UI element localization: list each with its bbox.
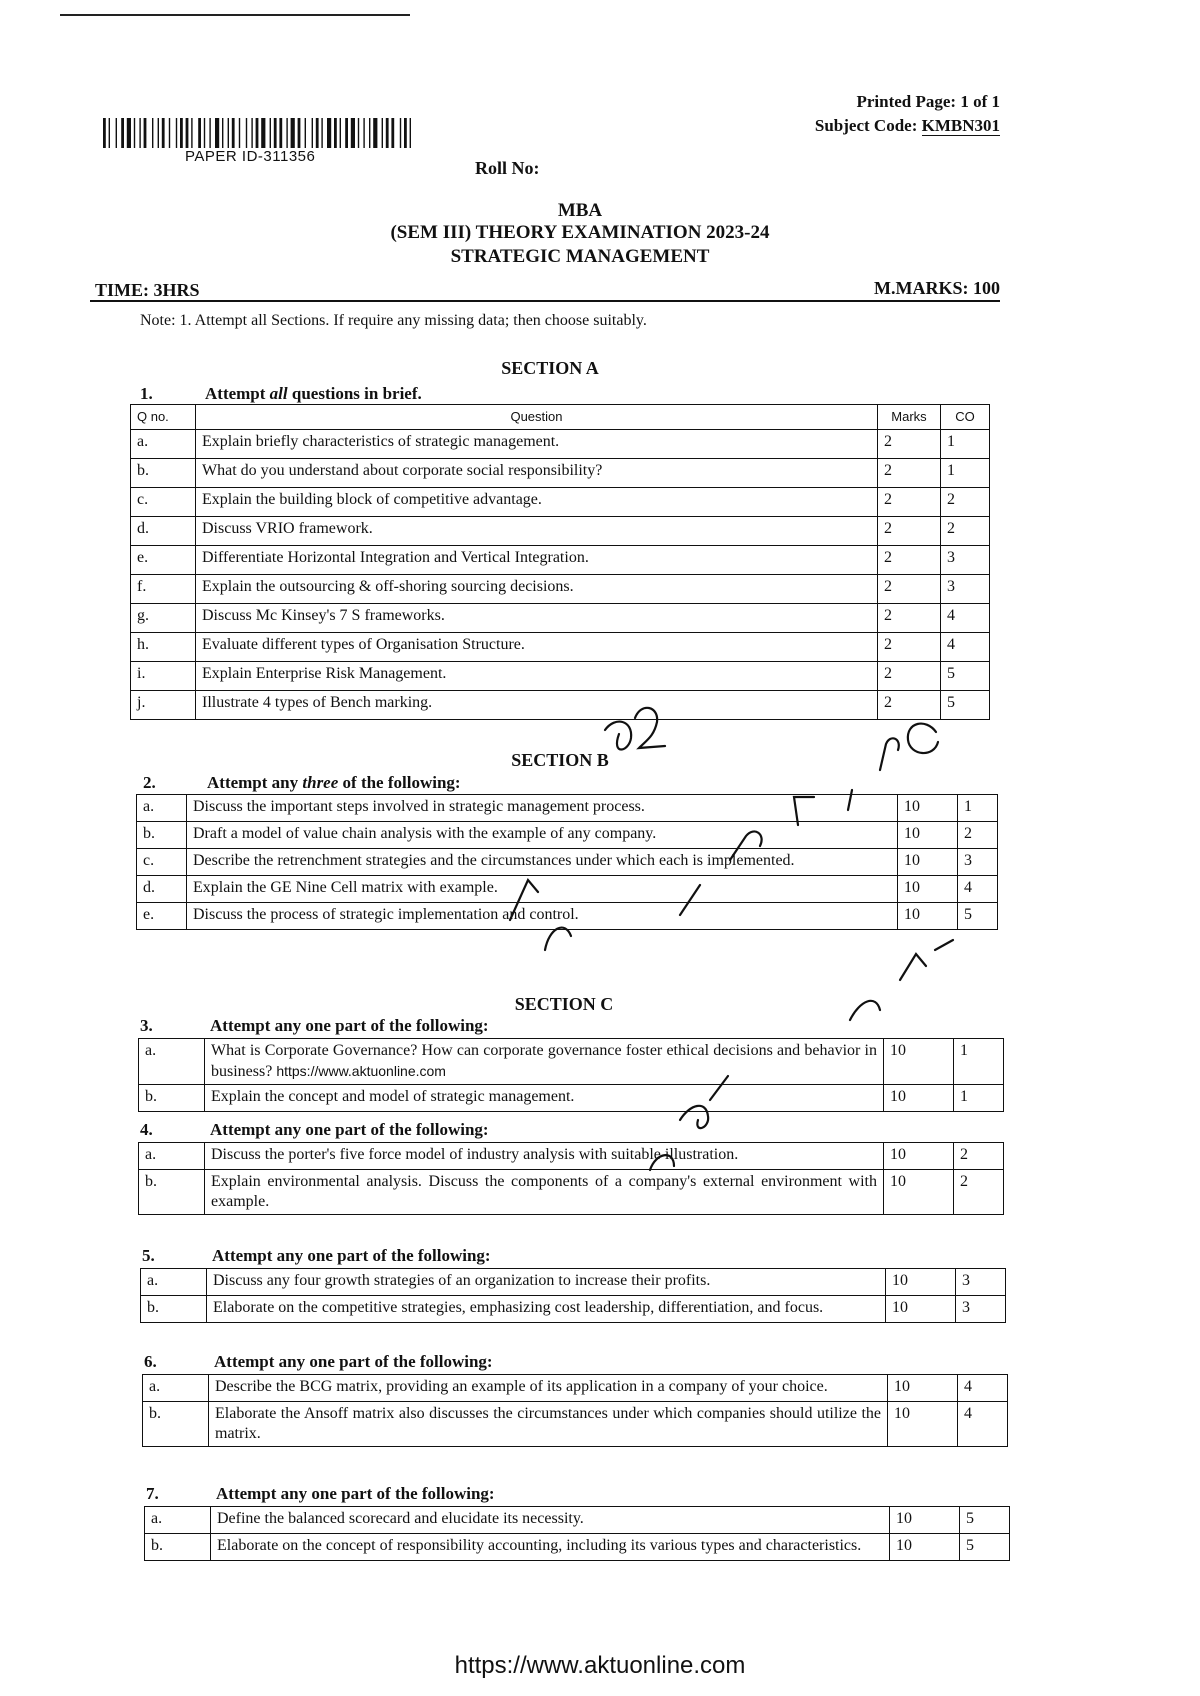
question-text-cell: [205, 1143, 884, 1170]
question-number: b.: [143, 1402, 209, 1447]
section-c-question-number: 4.: [140, 1120, 153, 1139]
question-co: 4: [941, 633, 990, 662]
question-co: 1: [958, 795, 998, 822]
question-text: Evaluate different types of Organisation Structure.: [196, 633, 878, 662]
question-co: 4: [941, 604, 990, 633]
question-text-cell: [209, 1375, 888, 1402]
barcode-bar: [382, 118, 383, 148]
question-number: b.: [141, 1296, 207, 1323]
question-marks: 2: [878, 662, 941, 691]
question-marks: 10: [898, 822, 958, 849]
barcode-bar: [186, 118, 189, 148]
table-row: [139, 1170, 1004, 1215]
section-a-number: 1.: [140, 384, 153, 403]
question-number: d.: [131, 517, 196, 546]
barcode-bar: [109, 118, 110, 148]
printed-page: Printed Page: 1 of 1: [856, 92, 1000, 111]
question-number: j.: [131, 691, 196, 720]
question-number: a.: [141, 1269, 207, 1296]
section-c-question-number: 5.: [142, 1246, 155, 1265]
question-text: Describe the retrenchment strategies and the circumstances under which each is implemented.: [187, 849, 898, 876]
question-marks: 2: [878, 488, 941, 517]
question-number: b.: [145, 1534, 211, 1561]
section-c-question-number: 3.: [140, 1016, 153, 1035]
barcode-bar: [358, 118, 359, 148]
question-co: 2: [958, 822, 998, 849]
question-marks: 2: [878, 459, 941, 488]
barcode-bar: [127, 118, 131, 148]
col-co: CO: [941, 405, 990, 430]
question-text: Discuss VRIO framework.: [196, 517, 878, 546]
question-marks: 2: [878, 604, 941, 633]
barcode-bar: [222, 118, 223, 148]
question-text: Discuss any four growth strategies of an organization to increase their profits.: [213, 1272, 711, 1289]
question-text: Elaborate on the concept of responsibility accounting, including its various types and characteristics.: [217, 1537, 862, 1554]
question-text: Draft a model of value chain analysis with the example of any company.: [187, 822, 898, 849]
barcode-bar: [176, 118, 177, 148]
section-b-table: [136, 794, 998, 930]
col-qno: Q no.: [131, 405, 196, 430]
table-row: [145, 1507, 1010, 1534]
question-text-cell: [205, 1170, 884, 1215]
question-marks: 2: [878, 430, 941, 459]
question-co: 5: [958, 903, 998, 930]
barcode-bar: [345, 118, 348, 148]
barcode-bar: [239, 118, 240, 148]
exam-title: (SEM III) THEORY EXAMINATION 2023-24: [390, 222, 770, 243]
table-row: [131, 459, 990, 488]
table-row: [145, 1534, 1010, 1561]
question-marks: 2: [878, 633, 941, 662]
question-co: 2: [954, 1170, 1004, 1215]
barcode-bar: [215, 118, 219, 148]
barcode-bar: [152, 118, 153, 148]
question-number: a.: [139, 1143, 205, 1170]
barcode-bar: [312, 118, 313, 148]
question-co: 3: [958, 849, 998, 876]
question-marks: 2: [878, 575, 941, 604]
table-row: [137, 903, 998, 930]
section-c-table: [138, 1038, 1004, 1112]
question-text-cell: [209, 1402, 888, 1447]
section-a-heading: SECTION A: [501, 358, 599, 378]
question-number: a.: [137, 795, 187, 822]
section-c-table: [142, 1374, 1008, 1447]
table-row: [131, 604, 990, 633]
table-row: [131, 662, 990, 691]
question-number: b.: [139, 1170, 205, 1215]
question-text: Explain the concept and model of strategic management.: [211, 1088, 575, 1105]
barcode-bar: [191, 118, 192, 148]
question-marks: 10: [886, 1296, 956, 1323]
col-marks: Marks: [878, 405, 941, 430]
question-marks: 10: [888, 1375, 958, 1402]
question-marks: 10: [888, 1402, 958, 1447]
question-number: b.: [131, 459, 196, 488]
barcode-bar: [198, 118, 201, 148]
question-co: 5: [941, 662, 990, 691]
section-c-instruction: Attempt any one part of the following:: [216, 1484, 495, 1503]
section-c-question-number: 6.: [144, 1352, 157, 1371]
barcode-bar: [321, 118, 322, 148]
barcode-bar: [256, 118, 259, 148]
question-number: a.: [143, 1375, 209, 1402]
question-number: d.: [137, 876, 187, 903]
question-co: 2: [954, 1143, 1004, 1170]
question-text: Discuss the process of strategic implementation and control.: [187, 903, 898, 930]
barcode-bar: [103, 118, 106, 148]
question-marks: 2: [878, 546, 941, 575]
question-number: f.: [131, 575, 196, 604]
question-co: 4: [958, 1375, 1008, 1402]
question-co: 1: [941, 459, 990, 488]
barcode-bar: [204, 118, 205, 148]
barcode-bar: [121, 118, 124, 148]
table-row: [131, 517, 990, 546]
barcode-bar: [351, 118, 355, 148]
question-marks: 10: [898, 903, 958, 930]
question-marks: 10: [884, 1039, 954, 1085]
question-marks: 10: [898, 849, 958, 876]
table-row: [143, 1375, 1008, 1402]
question-co: 2: [941, 488, 990, 517]
table-row: [139, 1085, 1004, 1112]
barcode-bar: [158, 118, 159, 148]
barcode-bar: [410, 118, 411, 148]
barcode-bar: [270, 118, 271, 148]
barcode-bar: [274, 118, 277, 148]
barcode-bar: [400, 118, 401, 148]
question-text-cell: [211, 1534, 890, 1561]
question-co: 1: [941, 430, 990, 459]
section-c-instruction: Attempt any one part of the following:: [214, 1352, 493, 1371]
question-text: Explain briefly characteristics of strategic management.: [196, 430, 878, 459]
question-text: Elaborate the Ansoff matrix also discusses the circumstances under which companies should utilize the matrix.: [215, 1405, 881, 1442]
barcode-bar: [386, 118, 389, 148]
barcode-bar: [134, 118, 135, 148]
barcode-bar: [286, 118, 287, 148]
section-b-instruction: Attempt any three of the following:: [207, 773, 461, 792]
question-text: What is Corporate Governance? How can corporate governance foster ethical decisions and behavior in business?: [211, 1042, 877, 1080]
barcode-bar: [246, 118, 247, 148]
section-c-instruction: Attempt any one part of the following:: [212, 1246, 491, 1265]
barcode-bar: [261, 118, 265, 148]
instructions-note: Note: 1. Attempt all Sections. If require any missing data; then choose suitably.: [140, 312, 647, 329]
table-row: [139, 1143, 1004, 1170]
top-rule: [60, 14, 410, 16]
question-co: 4: [958, 876, 998, 903]
question-marks: 10: [890, 1534, 960, 1561]
section-c-table: [144, 1506, 1010, 1561]
barcode-bar: [404, 118, 407, 148]
question-text-cell: [207, 1269, 886, 1296]
table-row: [137, 822, 998, 849]
table-row: [137, 795, 998, 822]
question-co: 1: [954, 1039, 1004, 1085]
question-number: i.: [131, 662, 196, 691]
barcode-bar: [327, 118, 331, 148]
barcode-bar: [363, 118, 364, 148]
question-marks: 2: [878, 691, 941, 720]
section-c-table: [138, 1142, 1004, 1215]
question-co: 2: [941, 517, 990, 546]
barcode-bar: [316, 118, 319, 148]
barcode-bar: [209, 118, 210, 148]
time-allowed: TIME: 3HRS: [95, 280, 200, 300]
question-number: a.: [139, 1039, 205, 1085]
barcode-bar: [291, 118, 295, 148]
question-co: 5: [960, 1507, 1010, 1534]
barcode-bar: [169, 118, 170, 148]
question-text: Elaborate on the competitive strategies, emphasizing cost leadership, differentiation, and focus.: [213, 1299, 824, 1316]
question-text: Explain environmental analysis. Discuss the components of a company's external environment with example.: [211, 1173, 877, 1210]
section-a-instruction: Attempt all questions in brief.: [205, 384, 422, 403]
question-text: Illustrate 4 types of Bench marking.: [196, 691, 878, 720]
question-number: e.: [131, 546, 196, 575]
barcode-bar: [116, 118, 117, 148]
table-row: [131, 430, 990, 459]
question-text-cell: [205, 1085, 884, 1112]
question-text: Explain the outsourcing & off-shoring sourcing decisions.: [196, 575, 878, 604]
question-marks: 10: [898, 876, 958, 903]
barcode-bar: [391, 118, 394, 148]
table-row: [143, 1402, 1008, 1447]
barcode-bar: [369, 118, 370, 148]
question-number: a.: [131, 430, 196, 459]
col-question: Question: [196, 405, 878, 430]
question-text: Differentiate Horizontal Integration and Vertical Integration.: [196, 546, 878, 575]
section-b-number: 2.: [143, 773, 156, 792]
max-marks: M.MARKS: 100: [874, 278, 1000, 298]
question-text-cell: [205, 1039, 884, 1085]
section-c-heading: SECTION C: [514, 994, 614, 1014]
paper-id: PAPER ID-311356: [185, 148, 316, 165]
barcode: [103, 118, 418, 148]
section-c-instruction: Attempt any one part of the following:: [210, 1120, 489, 1139]
question-text-cell: [207, 1296, 886, 1323]
question-number: e.: [137, 903, 187, 930]
table-header-row: [131, 405, 990, 430]
question-marks: 10: [884, 1143, 954, 1170]
barcode-bar: [279, 118, 282, 148]
table-row: [131, 546, 990, 575]
subject-title: STRATEGIC MANAGEMENT: [450, 246, 710, 267]
subject-code: [700, 116, 1000, 136]
table-row: [131, 691, 990, 720]
table-row: [131, 575, 990, 604]
table-row: [141, 1296, 1006, 1323]
barcode-bar: [139, 118, 140, 148]
barcode-bar: [228, 118, 229, 148]
question-text: Discuss the important steps involved in strategic management process.: [187, 795, 898, 822]
question-marks: 2: [878, 517, 941, 546]
question-co: 3: [941, 546, 990, 575]
section-c-table: [140, 1268, 1006, 1323]
table-row: [131, 633, 990, 662]
question-number: g.: [131, 604, 196, 633]
question-text: Explain the GE Nine Cell matrix with example.: [187, 876, 898, 903]
roll-no: Roll No:: [475, 158, 540, 178]
barcode-bar: [334, 118, 337, 148]
question-number: a.: [145, 1507, 211, 1534]
question-co: 3: [941, 575, 990, 604]
barcode-bar: [373, 118, 377, 148]
program-title: MBA: [557, 200, 603, 221]
barcode-bar: [144, 118, 147, 148]
question-co: 3: [956, 1269, 1006, 1296]
barcode-bar: [305, 118, 306, 148]
barcode-bar: [180, 118, 183, 148]
barcode-bar: [251, 118, 252, 148]
question-number: b.: [137, 822, 187, 849]
question-number: b.: [139, 1085, 205, 1112]
question-co: 5: [960, 1534, 1010, 1561]
table-row: [137, 849, 998, 876]
watermark-url[interactable]: https://www.aktuonline.com: [276, 1063, 446, 1079]
section-c-instruction: Attempt any one part of the following:: [210, 1016, 489, 1035]
question-number: c.: [131, 488, 196, 517]
question-text: What do you understand about corporate social responsibility?: [196, 459, 878, 488]
subject-code-value: KMBN301: [921, 116, 1000, 135]
section-c-question-number: 7.: [146, 1484, 159, 1503]
barcode-bar: [162, 118, 165, 148]
question-text: Discuss Mc Kinsey's 7 S frameworks.: [196, 604, 878, 633]
footer-url[interactable]: https://www.aktuonline.com: [454, 1652, 746, 1679]
question-marks: 10: [884, 1085, 954, 1112]
barcode-bar: [340, 118, 341, 148]
barcode-bar: [232, 118, 235, 148]
question-co: 5: [941, 691, 990, 720]
question-co: 3: [956, 1296, 1006, 1323]
question-number: c.: [137, 849, 187, 876]
question-number: h.: [131, 633, 196, 662]
barcode-bar: [298, 118, 301, 148]
section-b-heading: SECTION B: [511, 750, 609, 770]
question-text: Discuss the porter's five force model of industry analysis with suitable illustration.: [211, 1146, 739, 1163]
question-marks: 10: [884, 1170, 954, 1215]
question-marks: 10: [898, 795, 958, 822]
question-marks: 10: [890, 1507, 960, 1534]
question-text: Describe the BCG matrix, providing an example of its application in a company of your choice.: [215, 1378, 828, 1395]
question-marks: 10: [886, 1269, 956, 1296]
table-row: [139, 1039, 1004, 1085]
question-text: Explain the building block of competitive advantage.: [196, 488, 878, 517]
subject-code-label: Subject Code:: [814, 116, 922, 135]
table-row: [141, 1269, 1006, 1296]
section-a-table: [130, 404, 990, 720]
question-text: Explain Enterprise Risk Management.: [196, 662, 878, 691]
question-co: 4: [958, 1402, 1008, 1447]
table-row: [137, 876, 998, 903]
table-row: [131, 488, 990, 517]
question-text-cell: [211, 1507, 890, 1534]
question-co: 1: [954, 1085, 1004, 1112]
question-text: Define the balanced scorecard and elucidate its necessity.: [217, 1510, 584, 1527]
header-rule: [90, 300, 1000, 302]
